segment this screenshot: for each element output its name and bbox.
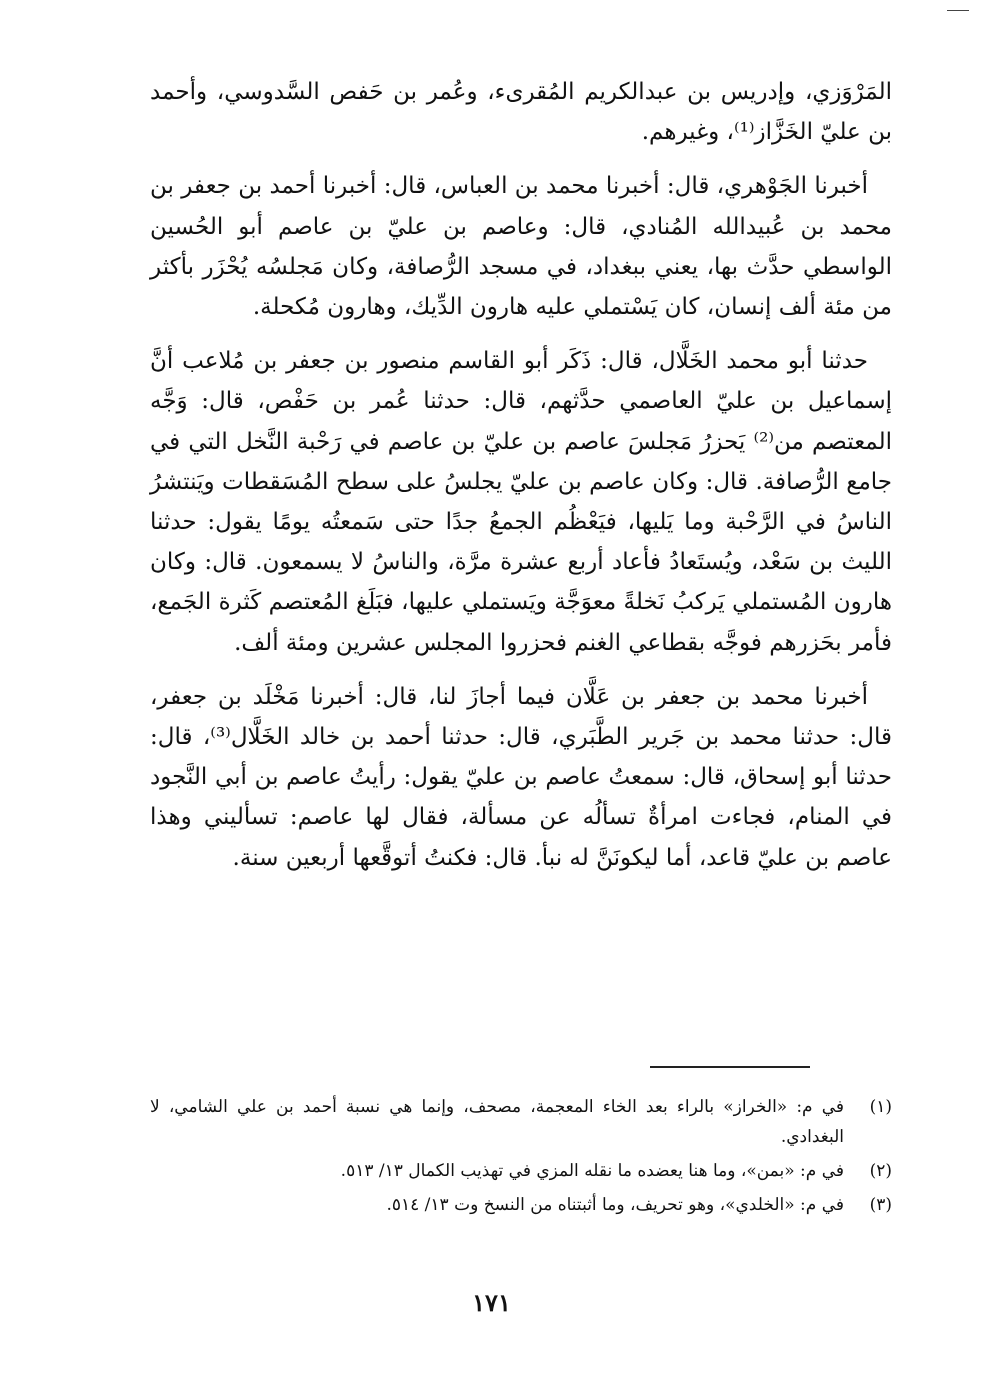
footnote-number: (٢): [869, 1161, 892, 1181]
footnote-number: (١): [869, 1097, 892, 1117]
footnote-2: [150, 1156, 892, 1186]
footnote-3: [150, 1190, 892, 1220]
paragraph-1: المَرْوَزي، وإدريس بن عبدالكريم المُقرىء، وعُمر بن حَفص السَّدوسي، وأحمد بن عليّ الخَزَّاز⁽¹⁾، وغيرهم.: [150, 79, 892, 146]
footnotes: [150, 1092, 892, 1224]
footnote-separator: [650, 1066, 810, 1068]
corner-scan-mark: [947, 10, 969, 11]
footnote-text: في م: «الخلدي»، وهو تحريف، وما أثبتناه من النسخ وت ١٣/ ٥١٤.: [386, 1195, 844, 1215]
page-body: [150, 72, 892, 892]
page-number: ١٧١: [472, 1288, 511, 1317]
paragraph-4: أخبرنا محمد بن جعفر بن عَلَّان فيما أجازَ لنا، قال: أخبرنا مَخْلَد بن جعفر، قال: حدثنا محمد بن جَرير الطَّبَري، قال: حدثنا أحمد بن خالد الخَلَّال⁽³⁾، قال: حدثنا أبو إسحاق، قال: سمعتُ عاصم بن عليّ يقول: رأيتُ عاصم بن أبي النَّجود في المنام، فجاءت امرأةٌ تسألُه عن مسألة، فقال لها عاصم: تسأليني وهذا عاصم بن عليّ قاعد، أما ليكونَنَّ له نبأ. قال: فكنتُ أتوقَّعها أربعين سنة.: [150, 683, 892, 871]
footnote-1: [150, 1092, 892, 1152]
paragraph-3: حدثنا أبو محمد الخَلَّال، قال: ذَكَر أبو القاسم منصور بن جعفر بن مُلاعب أنَّ إسماعيل بن عليّ العاصمي حدَّثهم، قال: حدثنا عُمر بن حَفْص، قال: وَجَّه المعتصم من⁽²⁾ يَحزرُ مَجلسَ عاصم بن عليّ بن عاصم في رَحْبة النَّخل التي في جامع الرُّصافة. قال: وكان عاصم بن عليّ يجلسُ على سطح المُسَقطات ويَنتشرُ الناسُ في الرَّحْبة وما يَليها، فيَعْظُم الجمعُ جدًا حتى سَمعتُه يومًا يقول: حدثنا الليث بن سَعْد، ويُستَعادُ فأعاد أربع عشرة مرَّة، والناسُ لا يسمعون. قال: وكان هارون المُستملي يَركبُ نَخلةً معوَجَّة ويَستملي عليها، فبَلَغ المُعتصم كَثرة الجَمع، فأمر بحَزرهم فوجَّه بقطاعي الغنم فحزروا المجلس عشرين ومئة ألف.: [150, 348, 892, 656]
paragraph-2: أخبرنا الجَوْهري، قال: أخبرنا محمد بن العباس، قال: أخبرنا أحمد بن جعفر بن محمد بن عُبيدالله المُنادي، قال: وعاصم بن عليّ بن عاصم أبو الحُسين الواسطي حدَّث بها، يعني ببغداد، في مسجد الرُّصافة، وكان مَجلسُه يُحْزَر بأكثر من مئة ألف إنسان، كان يَسْتملي عليه هارون الدِّيك، وهارون مُكحلة.: [150, 173, 892, 321]
footnote-number: (٣): [869, 1195, 892, 1215]
footnote-text: في م: «الخراز» بالراء بعد الخاء المعجمة، مصحف، وإنما هي نسبة أحمد بن علي الشامي، لا البغدادي.: [150, 1097, 844, 1147]
footnote-text: في م: «بمن»، وما هنا يعضده ما نقله المزي في تهذيب الكمال ١٣/ ٥١٣.: [340, 1161, 844, 1181]
